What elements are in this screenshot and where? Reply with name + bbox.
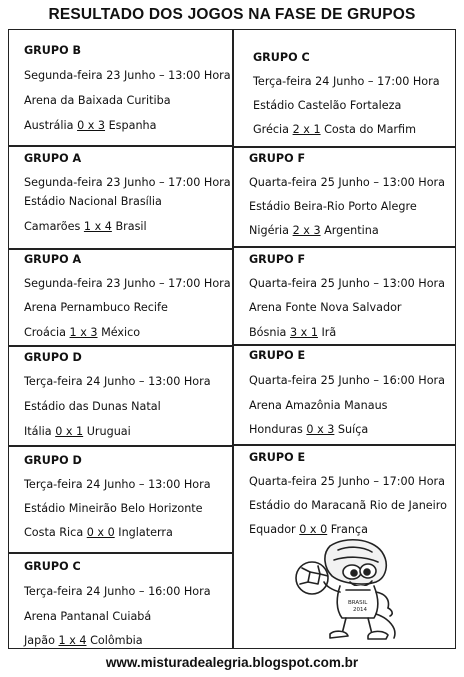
- away-team: Brasil: [115, 220, 147, 233]
- home-team: Equador: [249, 523, 296, 536]
- footer-url: www.misturadealegria.blogspot.com.br: [105, 655, 359, 670]
- home-team: Honduras: [249, 423, 303, 436]
- away-team: Uruguai: [86, 425, 131, 438]
- row-divider: [232, 444, 456, 446]
- match-result: [249, 523, 368, 537]
- match-venue: Estádio Castelão Fortaleza: [253, 99, 402, 112]
- row-divider: [232, 146, 456, 148]
- match-date: Quarta-feira 25 Junho – 17:00 Hora: [249, 475, 445, 488]
- group-label: GRUPO F: [249, 152, 306, 165]
- mascot-illustration: [290, 538, 408, 648]
- match-result: [253, 123, 416, 137]
- home-team: Itália: [24, 425, 52, 438]
- match-result: [249, 326, 336, 340]
- match-venue: Arena Fonte Nova Salvador: [249, 301, 402, 314]
- row-divider: [232, 246, 456, 248]
- match-venue: Arena da Baixada Curitiba: [24, 94, 171, 107]
- match-date: Segunda-feira 23 Junho – 13:00 Hora: [24, 69, 231, 82]
- match-result: [24, 526, 173, 540]
- match-date: Quarta-feira 25 Junho – 13:00 Hora: [249, 277, 445, 290]
- match-result: [24, 425, 131, 439]
- match-venue: Arena Pantanal Cuiabá: [24, 610, 152, 623]
- match-venue: Estádio do Maracanã Rio de Janeiro: [249, 499, 447, 512]
- away-team: Espanha: [108, 119, 157, 132]
- match-result: [249, 423, 368, 437]
- match-date: Terça-feira 24 Junho – 13:00 Hora: [24, 375, 211, 388]
- group-label: GRUPO C: [24, 560, 81, 573]
- away-team: Irã: [321, 326, 337, 339]
- match-score: 0 x 3: [77, 119, 106, 132]
- home-team: Croácia: [24, 326, 66, 339]
- match-score: 2 x 3: [292, 224, 321, 237]
- group-label: GRUPO D: [24, 351, 82, 364]
- row-divider: [8, 248, 233, 250]
- group-label: GRUPO D: [24, 454, 82, 467]
- group-label: GRUPO B: [24, 44, 82, 57]
- column-divider: [232, 29, 234, 649]
- home-team: Grécia: [253, 123, 290, 136]
- match-score: 0 x 3: [306, 423, 335, 436]
- match-score: 3 x 1: [289, 326, 318, 339]
- match-venue: Arena Pernambuco Recife: [24, 301, 168, 314]
- match-score: 1 x 4: [83, 220, 112, 233]
- row-divider: [8, 552, 233, 554]
- away-team: México: [101, 326, 141, 339]
- group-label: GRUPO A: [24, 253, 82, 266]
- away-team: Costa do Marfim: [324, 123, 416, 136]
- home-team: Nigéria: [249, 224, 290, 237]
- match-date: Terça-feira 24 Junho – 17:00 Hora: [253, 75, 440, 88]
- match-score: 0 x 0: [299, 523, 328, 536]
- match-venue: Estádio Mineirão Belo Horizonte: [24, 502, 203, 515]
- group-label: GRUPO A: [24, 152, 82, 165]
- row-divider: [8, 145, 233, 147]
- match-date: Terça-feira 24 Junho – 13:00 Hora: [24, 478, 211, 491]
- match-score: 0 x 1: [55, 425, 84, 438]
- match-date: Quarta-feira 25 Junho – 16:00 Hora: [249, 374, 445, 387]
- row-divider: [8, 445, 233, 447]
- away-team: Inglaterra: [118, 526, 173, 539]
- match-venue: Estádio Beira-Rio Porto Alegre: [249, 200, 417, 213]
- match-score: 1 x 3: [69, 326, 98, 339]
- match-result: [249, 224, 379, 238]
- svg-text:2014: 2014: [353, 607, 367, 613]
- home-team: Austrália: [24, 119, 74, 132]
- match-date: Segunda-feira 23 Junho – 17:00 Hora: [24, 176, 231, 189]
- away-team: Colômbia: [90, 634, 143, 647]
- home-team: Bósnia: [249, 326, 287, 339]
- match-venue: Estádio das Dunas Natal: [24, 400, 161, 413]
- svg-text:BRASIL: BRASIL: [348, 600, 368, 606]
- match-venue: Arena Amazônia Manaus: [249, 399, 388, 412]
- match-venue: Estádio Nacional Brasília: [24, 195, 162, 208]
- match-date: Terça-feira 24 Junho – 16:00 Hora: [24, 585, 211, 598]
- home-team: Japão: [24, 634, 55, 647]
- match-result: [24, 220, 147, 234]
- group-label: GRUPO E: [249, 349, 306, 362]
- match-score: 0 x 0: [86, 526, 115, 539]
- page-title: RESULTADO DOS JOGOS NA FASE DE GRUPOS: [48, 6, 416, 23]
- home-team: Camarões: [24, 220, 81, 233]
- match-result: [24, 326, 140, 340]
- group-label: GRUPO E: [249, 451, 306, 464]
- match-score: 1 x 4: [58, 634, 87, 647]
- match-date: Quarta-feira 25 Junho – 13:00 Hora: [249, 176, 445, 189]
- match-score: 2 x 1: [292, 123, 321, 136]
- away-team: França: [330, 523, 368, 536]
- away-team: Suíça: [337, 423, 369, 436]
- row-divider: [8, 345, 233, 347]
- match-result: [24, 634, 143, 648]
- row-divider: [232, 344, 456, 346]
- match-date: Segunda-feira 23 Junho – 17:00 Hora: [24, 277, 231, 290]
- match-result: [24, 119, 157, 133]
- home-team: Costa Rica: [24, 526, 84, 539]
- away-team: Argentina: [324, 224, 379, 237]
- group-label: GRUPO F: [249, 253, 306, 266]
- group-label: GRUPO C: [253, 51, 310, 64]
